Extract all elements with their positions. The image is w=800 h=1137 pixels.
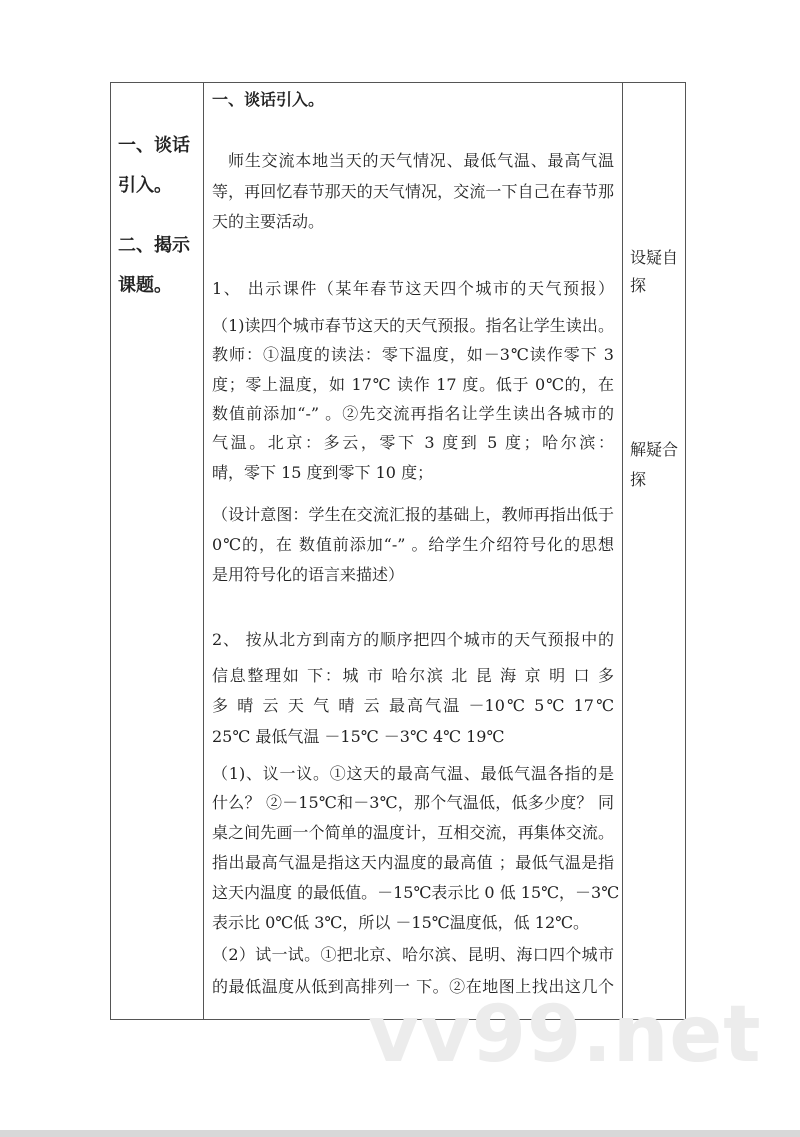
text-line: 什么？ ②－15℃和－3℃，那个气温低，低多少度？ 同 (212, 793, 614, 812)
method-note: 设疑自 (630, 248, 679, 267)
text-line: 天的主要活动。 (212, 212, 325, 231)
text-line: 等，再回忆春节那天的天气情况，交流一下自己在春节那 (212, 182, 614, 201)
text-line: 指出最高气温是指这天内温度的最高值 ；最低气温是指 (212, 853, 614, 872)
section-label: 二、揭示 (118, 235, 190, 256)
text-line: （1)、议一议。①这天的最高气温、最低气温各指的是 (212, 764, 614, 783)
page-bottom-edge (0, 1130, 800, 1137)
text-line: （1)读四个城市春节这天的天气预报。指名让学生读出。 (212, 316, 614, 335)
section-label: 一、谈话 (118, 135, 190, 156)
section-heading: 一、谈话引入。 (212, 90, 325, 109)
text-line: 数值前添加“-” 。②先交流再指名让学生读出各城市的 (212, 404, 614, 423)
text-line: 这天内温度 的最低值。－15℃表示比 0 低 15℃，－3℃ (212, 883, 620, 902)
text-line: 气温。北京：多云，零下 3 度到 5 度；哈尔滨： (212, 433, 614, 452)
text-line: 0℃的，在 数值前添加“-” 。给学生介绍符号化的思想 (212, 535, 614, 554)
text-line: 桌之间先画一个简单的温度计，互相交流，再集体交流。 (212, 823, 614, 842)
text-line: 晴，零下 15 度到零下 10 度； (212, 463, 434, 482)
section-label: 课题。 (118, 275, 172, 296)
text-line: 2、 按从北方到南方的顺序把四个城市的天气预报中的 (212, 630, 614, 649)
text-line: 1、 出示课件（某年春节这天四个城市的天气预报） (212, 279, 614, 298)
method-note: 探 (630, 470, 647, 489)
text-line: 多 晴 云 天 气 晴 云 最高气温 －10℃ 5℃ 17℃ (212, 696, 614, 715)
watermark: vv99.net (368, 990, 762, 1080)
text-line: （2）试一试。①把北京、哈尔滨、昆明、海口四个城市 (212, 945, 614, 964)
method-note: 解疑合 (630, 440, 679, 459)
column-divider (622, 82, 623, 1020)
text-line: 表示比 0℃低 3℃，所以 －15℃温度低，低 12℃。 (212, 913, 590, 932)
text-line: 是用符号化的语言来描述） (212, 565, 405, 584)
method-note: 探 (630, 276, 647, 295)
text-line: 教师：①温度的读法：零下温度，如－3℃读作零下 3 (212, 345, 614, 364)
text-line: 的最低温度从低到高排列一 下。②在地图上找出这几个 (212, 977, 614, 996)
section-label: 引入。 (118, 175, 172, 196)
column-divider (203, 82, 204, 1020)
text-line: 度；零上温度，如 17℃ 读作 17 度。低于 0℃的，在 (212, 375, 614, 394)
text-line: 师生交流本地当天的天气情况、最低气温、最高气温 (228, 151, 614, 170)
text-line: 25℃ 最低气温 －15℃ －3℃ 4℃ 19℃ (212, 727, 505, 746)
text-line: （设计意图：学生在交流汇报的基础上，教师再指出低于 (212, 505, 614, 524)
text-line: 信息整理如 下：城 市 哈尔滨 北 昆 海 京 明 口 多 (212, 666, 614, 685)
